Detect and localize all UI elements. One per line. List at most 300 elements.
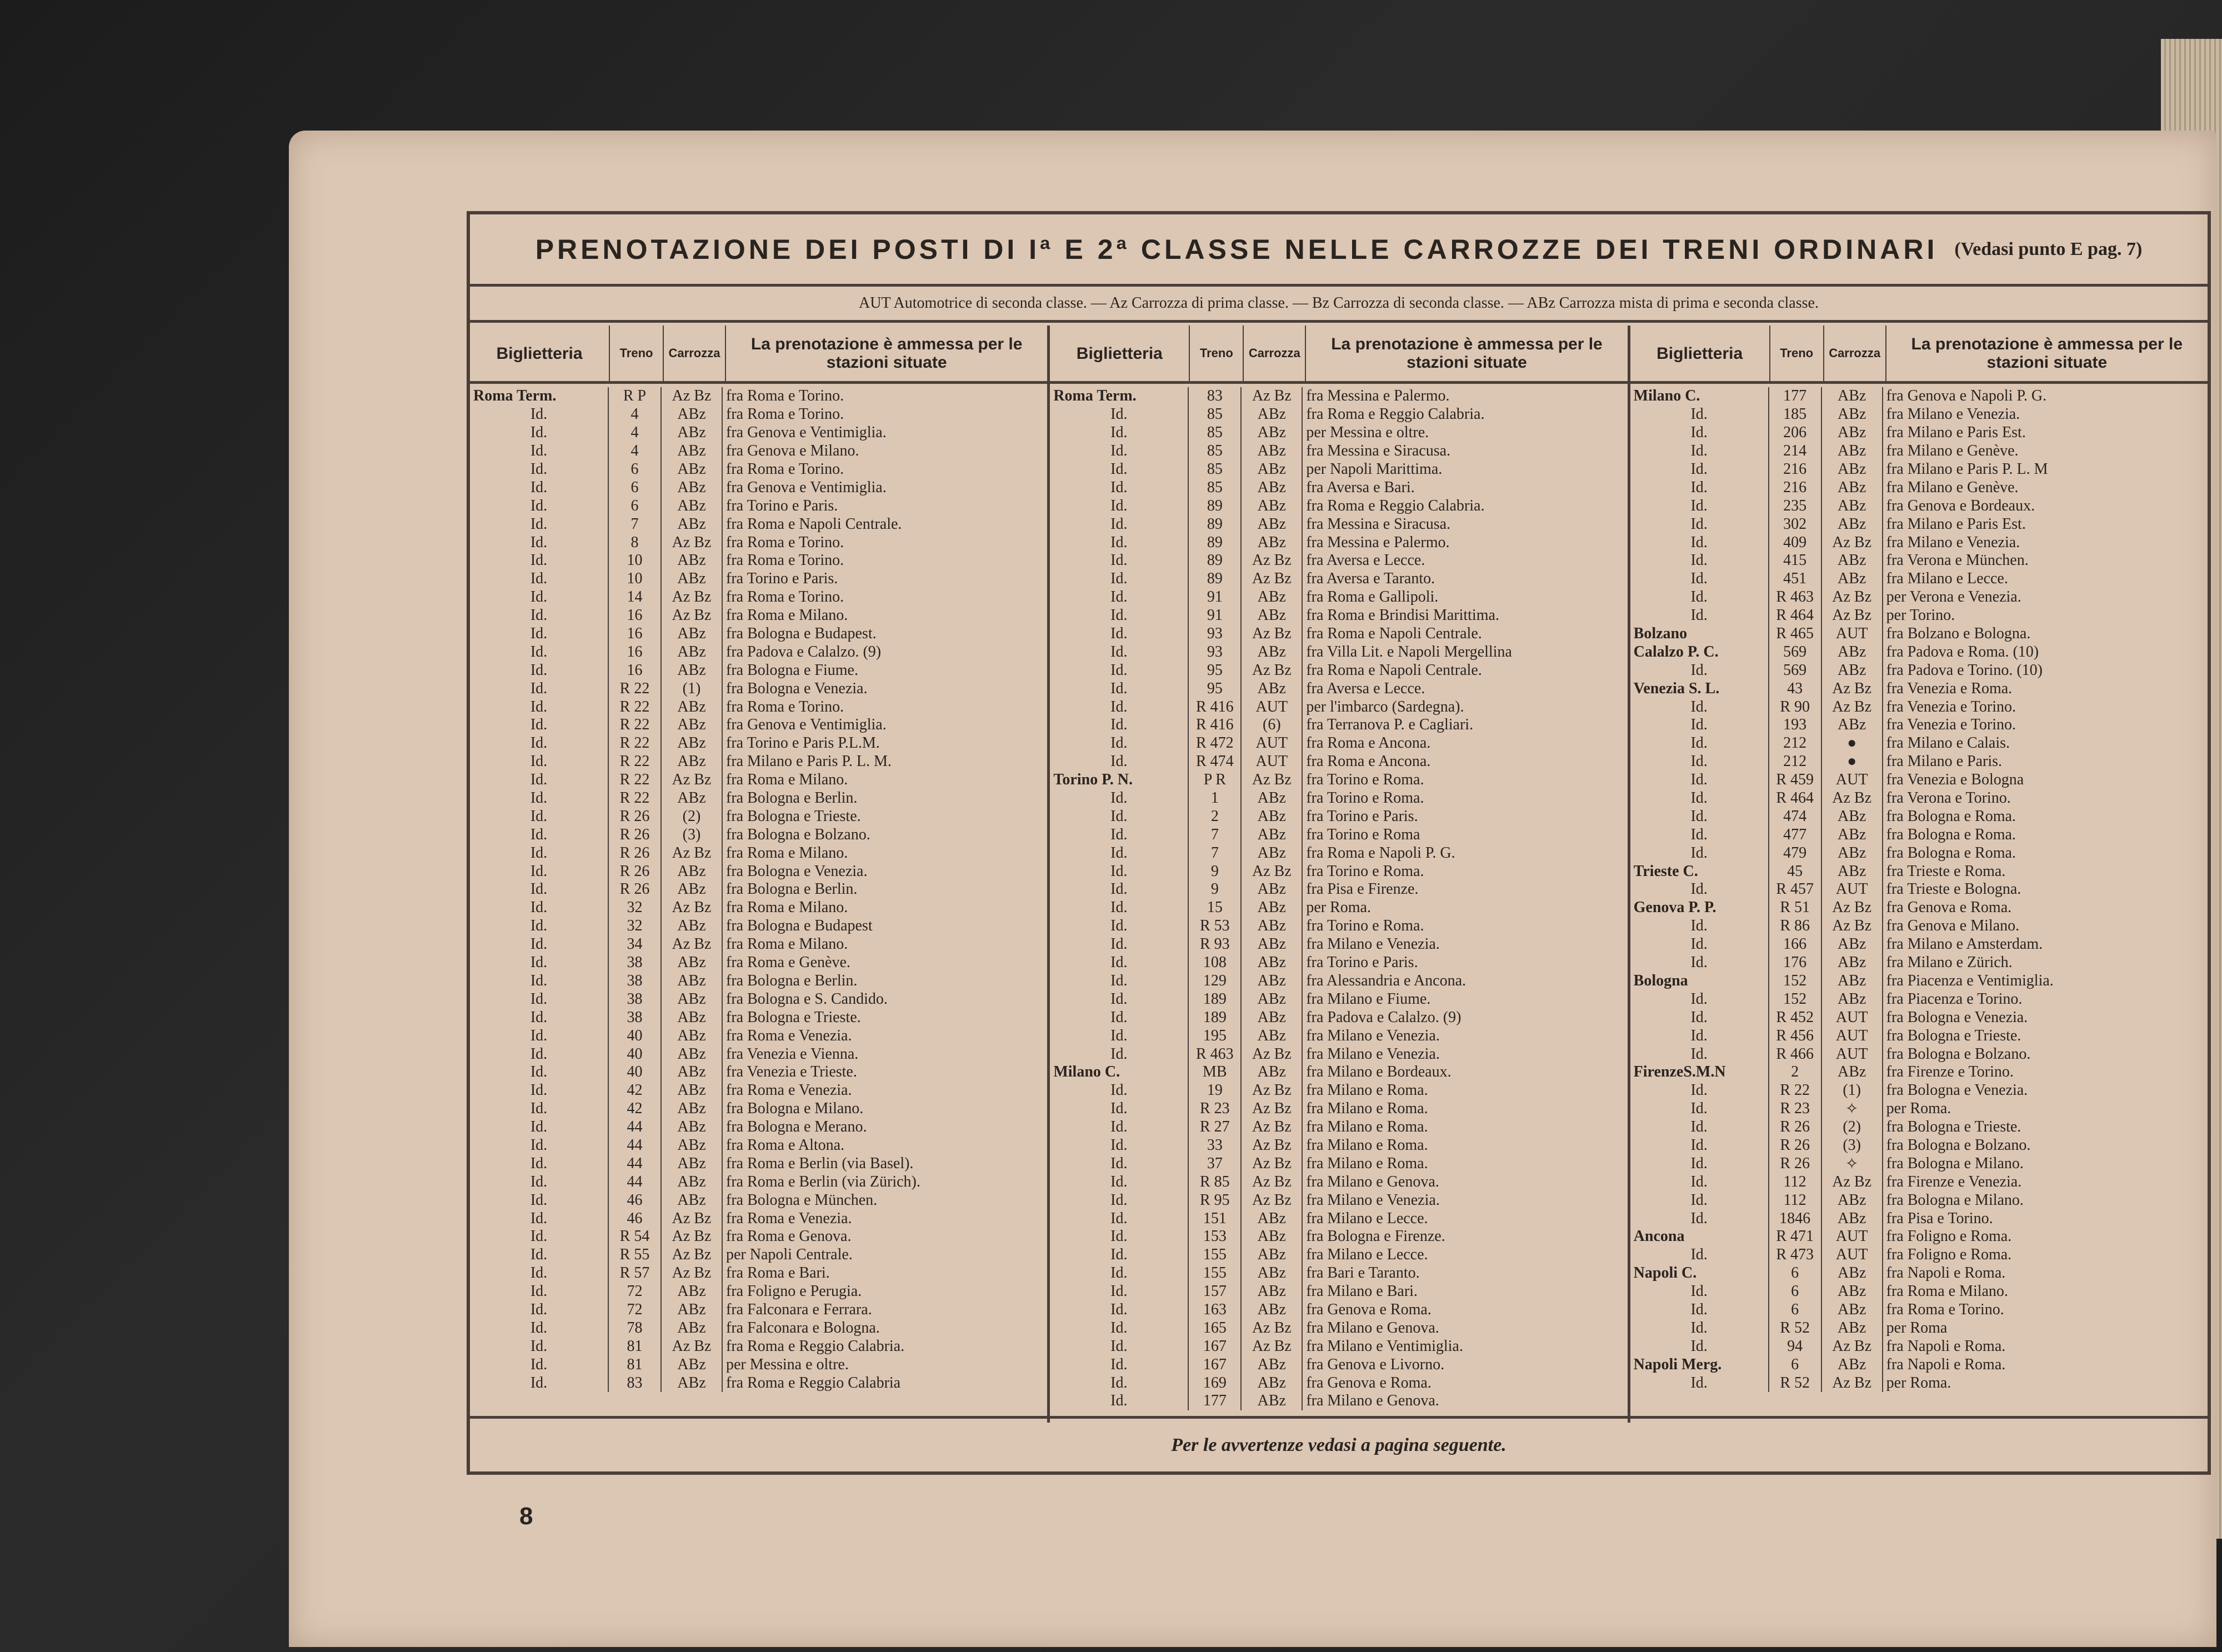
- description-cell: fra Roma e Reggio Calabria.: [1306, 497, 1485, 514]
- table-row: [470, 1008, 1047, 1027]
- station-cell: Id.: [1050, 716, 1189, 734]
- train-cell: R 26: [1769, 1154, 1822, 1173]
- table-row: [1630, 1082, 2208, 1100]
- train-cell: 7: [1189, 844, 1242, 862]
- car-cell: Az Bz: [1822, 588, 1883, 607]
- table-row: [470, 1100, 1047, 1118]
- table-row: [1050, 1283, 1627, 1301]
- station-cell: Id.: [1630, 1283, 1769, 1301]
- car-cell: ABz: [1822, 844, 1883, 862]
- station-cell: Id.: [1630, 954, 1769, 972]
- car-cell: ABz: [662, 497, 723, 515]
- table-row: [1050, 1301, 1627, 1319]
- description-cell: fra Venezia e Bologna: [1886, 771, 2024, 789]
- table-row: [470, 1355, 1047, 1374]
- table-row: [1630, 1118, 2208, 1137]
- station-cell: Id.: [470, 424, 609, 442]
- train-cell: 91: [1189, 607, 1242, 625]
- description-cell: per Messina e oltre.: [726, 1355, 849, 1373]
- train-cell: 153: [1189, 1228, 1242, 1246]
- description-cell: fra Roma e Torino.: [726, 588, 844, 606]
- table-row: [1630, 734, 2208, 753]
- car-cell: ABz: [662, 789, 723, 808]
- train-cell: 415: [1769, 552, 1822, 570]
- table-row: [470, 990, 1047, 1008]
- station-cell: Id.: [1630, 1209, 1769, 1228]
- train-cell: 451: [1769, 570, 1822, 588]
- table-row: [1630, 972, 2208, 990]
- station-cell: Id.: [1630, 515, 1769, 533]
- car-cell: ABz: [662, 734, 723, 753]
- train-cell: 477: [1769, 825, 1822, 844]
- station-cell: Id.: [470, 497, 609, 515]
- table-row: [1050, 789, 1627, 808]
- station-cell: Id.: [470, 1228, 609, 1246]
- table-row: [1050, 679, 1627, 698]
- station-cell: Id.: [1050, 1392, 1189, 1410]
- description-cell: fra Milano e Lecce.: [1886, 570, 2008, 588]
- table-row: [1630, 825, 2208, 844]
- train-cell: 206: [1769, 424, 1822, 442]
- description-cell: fra Roma e Torino.: [1886, 1300, 2004, 1318]
- station-cell: Id.: [1630, 588, 1769, 607]
- train-cell: R 26: [609, 807, 662, 825]
- train-cell: 40: [609, 1063, 662, 1082]
- car-cell: AUT: [1242, 753, 1303, 771]
- description-cell: fra Bologna e Trieste.: [726, 807, 861, 825]
- train-cell: R 51: [1769, 899, 1822, 917]
- table-row: [1630, 679, 2208, 698]
- train-cell: R 23: [1189, 1100, 1242, 1118]
- table-row: [1630, 753, 2208, 771]
- description-cell: fra Bologna e Milano.: [726, 1100, 864, 1118]
- train-cell: 85: [1189, 442, 1242, 460]
- station-cell: Id.: [1630, 1045, 1769, 1063]
- table-row: [470, 917, 1047, 935]
- table-row: [1050, 862, 1627, 880]
- station-cell: Torino P. N.: [1050, 771, 1189, 789]
- train-cell: R 86: [1769, 917, 1822, 935]
- car-cell: ABz: [662, 1045, 723, 1063]
- table-row: [1050, 1337, 1627, 1355]
- car-cell: ABz: [1242, 1301, 1303, 1319]
- description-cell: per Messina e oltre.: [1306, 424, 1429, 442]
- car-cell: Az Bz: [1822, 533, 1883, 552]
- page-title: PRENOTAZIONE DEI POSTI DI Iª E 2ª CLASSE NELLE CARROZZE DEI TRENI ORDINARI: [535, 233, 1938, 265]
- train-cell: R 95: [1189, 1191, 1242, 1209]
- station-cell: Id.: [1050, 954, 1189, 972]
- description-cell: fra Milano e Roma.: [1306, 1100, 1428, 1118]
- table-row: [470, 387, 1047, 406]
- station-cell: Id.: [1050, 1191, 1189, 1209]
- car-cell: ABz: [662, 880, 723, 899]
- station-cell: Id.: [470, 570, 609, 588]
- train-cell: R 473: [1769, 1246, 1822, 1264]
- train-cell: 6: [609, 478, 662, 497]
- table-row: [1050, 1264, 1627, 1283]
- car-cell: ✧: [1822, 1154, 1883, 1173]
- station-cell: Id.: [1630, 698, 1769, 716]
- car-cell: ●: [1822, 753, 1883, 771]
- train-cell: 177: [1189, 1392, 1242, 1410]
- table-row: [470, 1264, 1047, 1283]
- table-row: [1050, 844, 1627, 862]
- train-cell: R 52: [1769, 1374, 1822, 1392]
- station-cell: Id.: [1050, 679, 1189, 698]
- description-cell: per Roma.: [1306, 899, 1371, 917]
- car-cell: ABz: [1242, 1392, 1303, 1410]
- station-cell: Id.: [1630, 607, 1769, 625]
- table-body: [1630, 384, 2208, 1423]
- table-row: [470, 1027, 1047, 1045]
- car-cell: ABz: [1242, 424, 1303, 442]
- header-station: Biglietteria: [1050, 326, 1190, 381]
- description-cell: fra Pisa e Firenze.: [1306, 880, 1419, 898]
- car-cell: AUT: [1822, 771, 1883, 789]
- train-cell: 38: [609, 972, 662, 990]
- station-cell: Id.: [470, 807, 609, 825]
- description-cell: fra Verona e Torino.: [1886, 789, 2011, 807]
- station-cell: Id.: [470, 1191, 609, 1209]
- car-cell: ABz: [662, 1082, 723, 1100]
- car-cell: Az Bz: [1822, 698, 1883, 716]
- table-row: [1630, 607, 2208, 625]
- table-header: [1630, 326, 2208, 384]
- description-cell: fra Padova e Torino. (10): [1886, 661, 2043, 679]
- table-row: [1630, 1301, 2208, 1319]
- description-cell: fra Genova e Roma.: [1306, 1300, 1432, 1318]
- car-cell: ABz: [1242, 880, 1303, 899]
- table-row: [470, 679, 1047, 698]
- table-row: [470, 460, 1047, 479]
- table-row: [1630, 789, 2208, 808]
- car-cell: ABz: [1822, 478, 1883, 497]
- train-cell: 15: [1189, 899, 1242, 917]
- train-cell: 479: [1769, 844, 1822, 862]
- station-cell: Id.: [470, 972, 609, 990]
- station-cell: Id.: [470, 880, 609, 899]
- description-cell: fra Roma e Altona.: [726, 1136, 845, 1154]
- table-row: [470, 1374, 1047, 1392]
- car-cell: ABz: [662, 917, 723, 935]
- train-cell: 177: [1769, 387, 1822, 406]
- station-cell: Id.: [470, 1118, 609, 1137]
- car-cell: ABz: [662, 1100, 723, 1118]
- table-row: [1630, 1008, 2208, 1027]
- car-cell: ABz: [1242, 825, 1303, 844]
- description-cell: fra Milano e Genova.: [1306, 1173, 1439, 1190]
- table-row: [470, 1283, 1047, 1301]
- station-cell: Id.: [470, 1082, 609, 1100]
- description-cell: fra Roma e Torino.: [726, 552, 844, 569]
- station-cell: Id.: [1630, 844, 1769, 862]
- car-cell: Az Bz: [662, 844, 723, 862]
- car-cell: ABz: [1242, 1246, 1303, 1264]
- description-cell: fra Torino e Paris.: [1306, 807, 1418, 825]
- table-row: [1630, 954, 2208, 972]
- description-cell: per Napoli Centrale.: [726, 1246, 853, 1264]
- description-cell: fra Roma e Ancona.: [1306, 734, 1431, 752]
- train-cell: 1: [1189, 789, 1242, 808]
- table-row: [1050, 424, 1627, 442]
- car-cell: ABz: [1242, 807, 1303, 825]
- table-row: [1050, 1137, 1627, 1155]
- car-cell: ABz: [662, 442, 723, 460]
- station-cell: Id.: [470, 698, 609, 716]
- car-cell: ABz: [1822, 807, 1883, 825]
- table-row: [1630, 899, 2208, 917]
- car-cell: Az Bz: [662, 607, 723, 625]
- description-cell: fra Roma e Torino.: [726, 460, 844, 478]
- description-cell: fra Torino e Paris.: [726, 570, 838, 588]
- table-row: [470, 771, 1047, 789]
- train-cell: 89: [1189, 552, 1242, 570]
- train-cell: 195: [1189, 1027, 1242, 1045]
- car-cell: ABz: [662, 1027, 723, 1045]
- station-cell: Id.: [470, 1173, 609, 1191]
- table-row: [1050, 1319, 1627, 1337]
- table-row: [1630, 552, 2208, 570]
- station-cell: Id.: [1050, 1355, 1189, 1374]
- description-cell: fra Bologna e Fiume.: [726, 661, 858, 679]
- description-cell: fra Roma e Napoli P. G.: [1306, 844, 1455, 862]
- car-cell: ABz: [1242, 1027, 1303, 1045]
- train-cell: 32: [609, 917, 662, 935]
- car-cell: ABz: [1242, 1063, 1303, 1082]
- table-row: [1050, 753, 1627, 771]
- description-cell: fra Venezia e Vienna.: [726, 1045, 859, 1063]
- car-cell: ABz: [1822, 1209, 1883, 1228]
- description-cell: per Napoli Marittima.: [1306, 460, 1443, 478]
- table-header: [470, 326, 1047, 384]
- car-cell: Az Bz: [1242, 862, 1303, 880]
- station-cell: Roma Term.: [470, 387, 609, 406]
- car-cell: ABz: [1822, 1063, 1883, 1082]
- table-row: [470, 424, 1047, 442]
- train-cell: 38: [609, 990, 662, 1008]
- description-cell: fra Roma e Venezia.: [726, 1027, 852, 1044]
- station-cell: Id.: [1630, 1008, 1769, 1027]
- table-row: [1630, 442, 2208, 460]
- description-cell: fra Roma e Milano.: [726, 844, 848, 862]
- train-cell: 185: [1769, 406, 1822, 424]
- car-cell: Az Bz: [1822, 679, 1883, 698]
- car-cell: (2): [662, 807, 723, 825]
- description-cell: fra Roma e Berlin (via Basel).: [726, 1154, 914, 1172]
- station-cell: Roma Term.: [1050, 387, 1189, 406]
- train-cell: 108: [1189, 954, 1242, 972]
- table-row: [1630, 460, 2208, 479]
- train-cell: 42: [609, 1082, 662, 1100]
- train-cell: 569: [1769, 661, 1822, 679]
- table-row: [1630, 497, 2208, 515]
- car-cell: Az Bz: [1242, 771, 1303, 789]
- station-cell: Id.: [470, 533, 609, 552]
- train-cell: 7: [1189, 825, 1242, 844]
- car-cell: ABz: [1242, 607, 1303, 625]
- train-cell: R 53: [1189, 917, 1242, 935]
- car-cell: AUT: [1822, 1228, 1883, 1246]
- description-cell: fra Milano e Ventimiglia.: [1306, 1337, 1463, 1355]
- station-cell: Id.: [1630, 1082, 1769, 1100]
- table-row: [1050, 387, 1627, 406]
- station-cell: Id.: [1630, 825, 1769, 844]
- station-cell: Genova P. P.: [1630, 899, 1769, 917]
- description-cell: fra Piacenza e Torino.: [1886, 990, 2023, 1008]
- description-cell: fra Milano e Venezia.: [1306, 1191, 1440, 1209]
- car-cell: ABz: [1242, 1264, 1303, 1283]
- station-cell: Id.: [1630, 771, 1769, 789]
- train-cell: 33: [1189, 1137, 1242, 1155]
- train-cell: 38: [609, 1008, 662, 1027]
- description-cell: fra Messina e Siracusa.: [1306, 442, 1451, 460]
- car-cell: ABz: [1822, 862, 1883, 880]
- description-cell: fra Roma e Berlin (via Zürich).: [726, 1173, 920, 1190]
- description-cell: fra Bologna e Milano.: [1886, 1191, 2024, 1209]
- table-row: [1050, 1008, 1627, 1027]
- table-row: [470, 862, 1047, 880]
- description-cell: fra Roma e Bari.: [726, 1264, 830, 1282]
- car-cell: ABz: [662, 1283, 723, 1301]
- train-cell: P R: [1189, 771, 1242, 789]
- car-cell: Az Bz: [1822, 899, 1883, 917]
- station-cell: Id.: [1630, 497, 1769, 515]
- table-row: [470, 807, 1047, 825]
- table-row: [1630, 862, 2208, 880]
- train-cell: 16: [609, 607, 662, 625]
- car-cell: ABz: [1242, 679, 1303, 698]
- car-cell: (3): [662, 825, 723, 844]
- train-cell: 44: [609, 1137, 662, 1155]
- car-cell: ABz: [1822, 972, 1883, 990]
- car-cell: ABz: [1242, 789, 1303, 808]
- car-cell: ABz: [662, 478, 723, 497]
- station-cell: Id.: [1050, 1264, 1189, 1283]
- description-cell: fra Padova e Roma. (10): [1886, 643, 2039, 660]
- table-row: [1050, 460, 1627, 479]
- train-cell: R 471: [1769, 1228, 1822, 1246]
- station-cell: Id.: [1050, 588, 1189, 607]
- car-cell: ABz: [1242, 1355, 1303, 1374]
- table-row: [1050, 643, 1627, 661]
- train-cell: 95: [1189, 679, 1242, 698]
- description-cell: fra Milano e Venezia.: [1306, 1045, 1440, 1063]
- header-train: Treno: [1190, 326, 1244, 381]
- train-cell: 44: [609, 1154, 662, 1173]
- train-cell: 6: [609, 460, 662, 479]
- car-cell: (1): [1822, 1082, 1883, 1100]
- car-cell: Az Bz: [1242, 552, 1303, 570]
- table-row: [1630, 807, 2208, 825]
- description-cell: fra Bologna e Berlin.: [726, 972, 858, 989]
- car-cell: ABz: [662, 1301, 723, 1319]
- train-cell: R 463: [1769, 588, 1822, 607]
- station-cell: Id.: [1630, 1246, 1769, 1264]
- station-cell: Id.: [1050, 533, 1189, 552]
- station-cell: Trieste C.: [1630, 862, 1769, 880]
- train-cell: 9: [1189, 880, 1242, 899]
- car-cell: ABz: [1822, 954, 1883, 972]
- station-cell: Id.: [1050, 1082, 1189, 1100]
- table-row: [1630, 1191, 2208, 1209]
- description-cell: fra Roma e Milano.: [726, 899, 848, 917]
- table-row: [1630, 1355, 2208, 1374]
- station-cell: Id.: [470, 478, 609, 497]
- description-cell: fra Bologna e Bolzano.: [1886, 1136, 2031, 1154]
- table-row: [1050, 1228, 1627, 1246]
- station-cell: Id.: [470, 515, 609, 533]
- station-cell: Id.: [470, 442, 609, 460]
- table-row: [1050, 588, 1627, 607]
- table-row: [470, 497, 1047, 515]
- train-cell: 6: [1769, 1301, 1822, 1319]
- table-row: [470, 789, 1047, 808]
- station-cell: Id.: [1050, 789, 1189, 808]
- description-cell: fra Trieste e Bologna.: [1886, 880, 2021, 898]
- station-cell: Id.: [1050, 460, 1189, 479]
- description-cell: fra Torino e Paris.: [1306, 954, 1418, 972]
- car-cell: ABz: [1822, 460, 1883, 479]
- description-cell: fra Milano e Fiume.: [1306, 990, 1431, 1008]
- table-row: [470, 899, 1047, 917]
- car-cell: ABz: [1822, 990, 1883, 1008]
- station-cell: Id.: [1050, 917, 1189, 935]
- table-row: [1630, 1045, 2208, 1063]
- station-cell: Id.: [1630, 478, 1769, 497]
- station-cell: Id.: [1050, 935, 1189, 954]
- table-row: [1050, 1374, 1627, 1392]
- station-cell: Id.: [1050, 1301, 1189, 1319]
- table-row: [1630, 478, 2208, 497]
- car-cell: ABz: [1822, 1264, 1883, 1283]
- train-cell: R 22: [609, 789, 662, 808]
- train-cell: 167: [1189, 1337, 1242, 1355]
- station-cell: Milano C.: [1050, 1063, 1189, 1082]
- train-cell: R 464: [1769, 789, 1822, 808]
- description-cell: per Torino.: [1886, 607, 1955, 624]
- station-cell: Id.: [470, 862, 609, 880]
- description-cell: fra Milano e Genève.: [1886, 478, 2019, 496]
- station-cell: Id.: [470, 771, 609, 789]
- table-header: [1050, 326, 1627, 384]
- car-cell: Az Bz: [1242, 1173, 1303, 1191]
- description-cell: fra Genova e Bordeaux.: [1886, 497, 2035, 514]
- description-cell: fra Milano e Paris Est.: [1886, 515, 2026, 533]
- train-cell: 151: [1189, 1209, 1242, 1228]
- header-description: La prenotazione è ammessa per le stazioni situate: [1911, 335, 2183, 372]
- table-row: [1050, 1392, 1627, 1410]
- table-row: [1630, 1154, 2208, 1173]
- description-cell: fra Napoli e Roma.: [1886, 1355, 2006, 1373]
- station-cell: Id.: [1050, 1118, 1189, 1137]
- train-cell: MB: [1189, 1063, 1242, 1082]
- description-cell: fra Bologna e Berlin.: [726, 789, 858, 807]
- description-cell: fra Piacenza e Ventimiglia.: [1886, 972, 2054, 989]
- car-cell: AUT: [1822, 1027, 1883, 1045]
- station-cell: Id.: [1630, 734, 1769, 753]
- description-cell: fra Roma e Milano.: [1886, 1283, 2008, 1300]
- car-cell: Az Bz: [1242, 570, 1303, 588]
- train-cell: 16: [609, 661, 662, 679]
- table-row: [1050, 954, 1627, 972]
- station-cell: Id.: [470, 625, 609, 643]
- station-cell: Id.: [1630, 716, 1769, 734]
- table-row: [1050, 1100, 1627, 1118]
- table-row: [1630, 1264, 2208, 1283]
- table-row: [470, 1173, 1047, 1191]
- table-row: [470, 533, 1047, 552]
- station-cell: Id.: [1050, 478, 1189, 497]
